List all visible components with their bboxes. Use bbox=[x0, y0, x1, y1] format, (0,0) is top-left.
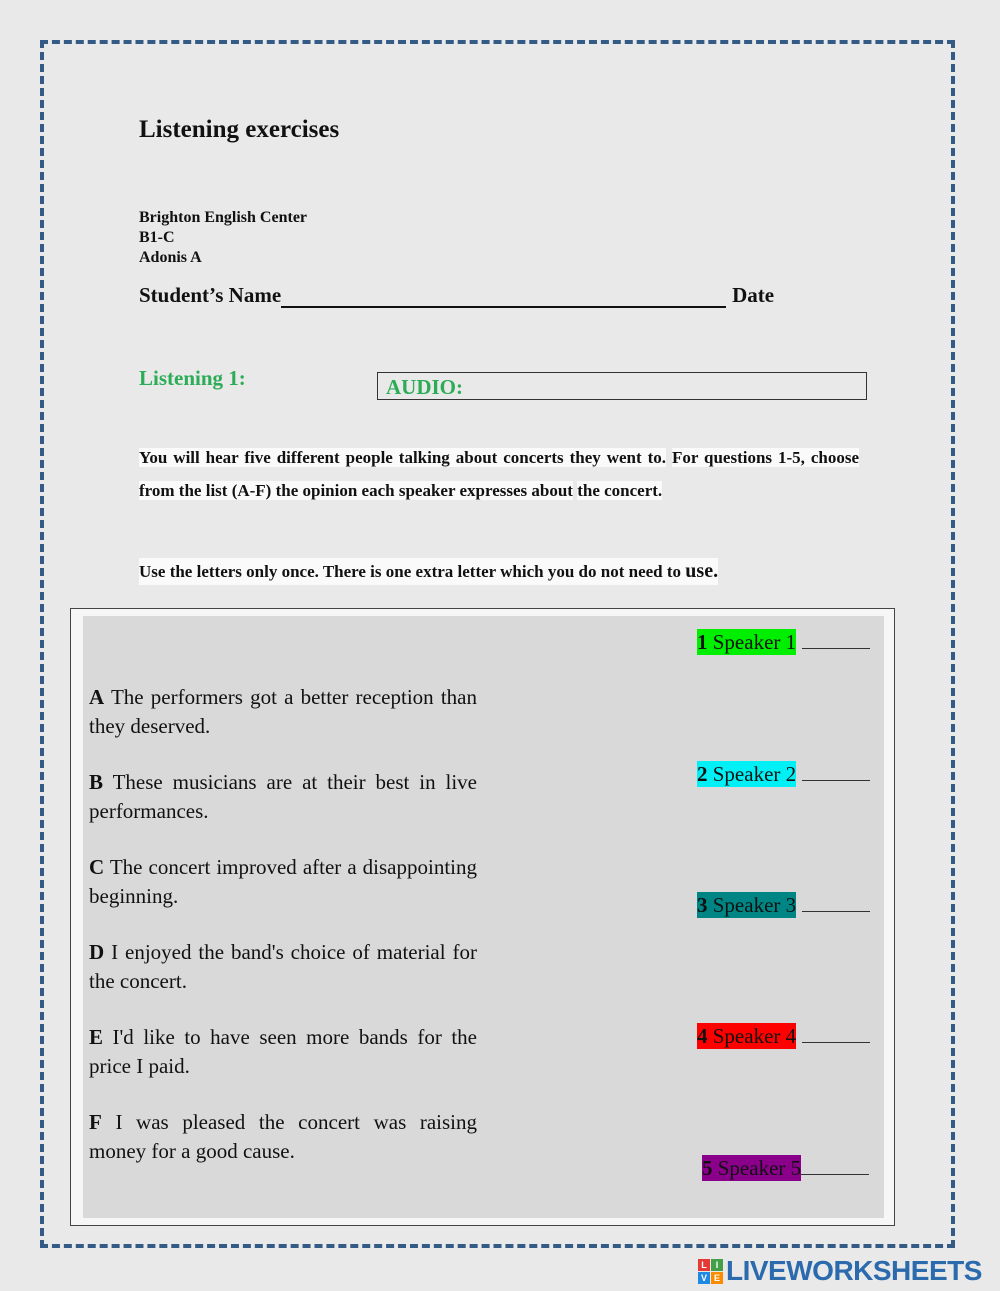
speaker-3-label: 3 Speaker 3 bbox=[697, 893, 797, 917]
speaker-5-answer[interactable] bbox=[801, 1156, 869, 1175]
speaker-5-row bbox=[702, 1155, 869, 1181]
date-label: Date bbox=[732, 283, 775, 307]
audio-label: AUDIO: bbox=[386, 375, 463, 399]
speaker-1-label: 1 Speaker 1 bbox=[697, 630, 797, 654]
page-title: Listening exercises bbox=[139, 116, 340, 143]
option-e: E I'd like to have seen more bands for the price I paid. bbox=[89, 1025, 477, 1078]
student-name-field[interactable] bbox=[281, 286, 726, 308]
speaker-3-answer[interactable] bbox=[802, 893, 870, 912]
logo-wordmark: LIVEWORKSHEETS bbox=[726, 1255, 982, 1286]
option-f: F I was pleased the concert was raising money for a good cause. bbox=[89, 1110, 478, 1163]
logo-badge-icon: L I V E bbox=[698, 1259, 723, 1284]
school-name: Brighton English Center bbox=[139, 209, 308, 226]
matching-task bbox=[70, 608, 895, 1226]
liveworksheets-logo bbox=[698, 1255, 982, 1285]
option-b: B These musicians are at their best in live performances. bbox=[89, 770, 478, 823]
option-a: A The performers got a better reception than they deserved. bbox=[89, 685, 477, 738]
audio-player-box[interactable] bbox=[377, 372, 867, 400]
instruction-line-2: For questions 1-5, choose from the list (A-F) the opinion each speaker expresses about bbox=[139, 448, 859, 500]
student-name-row bbox=[139, 283, 774, 308]
speaker-2-row bbox=[697, 761, 870, 787]
section-label: Listening 1: bbox=[139, 366, 246, 390]
speaker-2-label: 2 Speaker 2 bbox=[697, 762, 797, 786]
speaker-1-row bbox=[697, 629, 870, 655]
instructions bbox=[139, 441, 859, 507]
speaker-4-label: 4 Speaker 4 bbox=[697, 1024, 797, 1048]
speaker-3-row bbox=[697, 892, 870, 918]
instruction-line-1: You will hear five different people talking about concerts they went to. bbox=[139, 448, 666, 467]
instruction-line-3: the concert. bbox=[577, 481, 663, 500]
teacher-name: Adonis A bbox=[139, 249, 202, 266]
instruction-line-4: Use the letters only once. There is one extra letter which you do not need to use. bbox=[139, 558, 718, 585]
speaker-1-answer[interactable] bbox=[802, 630, 870, 649]
speaker-4-answer[interactable] bbox=[802, 1024, 870, 1043]
student-name-label: Student’s Name bbox=[139, 283, 282, 307]
level-label: B1-C bbox=[139, 229, 175, 246]
option-c: C The concert improved after a disappointing beginning. bbox=[89, 855, 477, 908]
speaker-4-row bbox=[697, 1023, 870, 1049]
matching-task-panel bbox=[83, 616, 884, 1218]
speaker-2-answer[interactable] bbox=[802, 762, 870, 781]
option-d: D I enjoyed the band's choice of material for the concert. bbox=[89, 940, 477, 993]
speaker-5-label: 5 Speaker 5 bbox=[702, 1156, 802, 1180]
